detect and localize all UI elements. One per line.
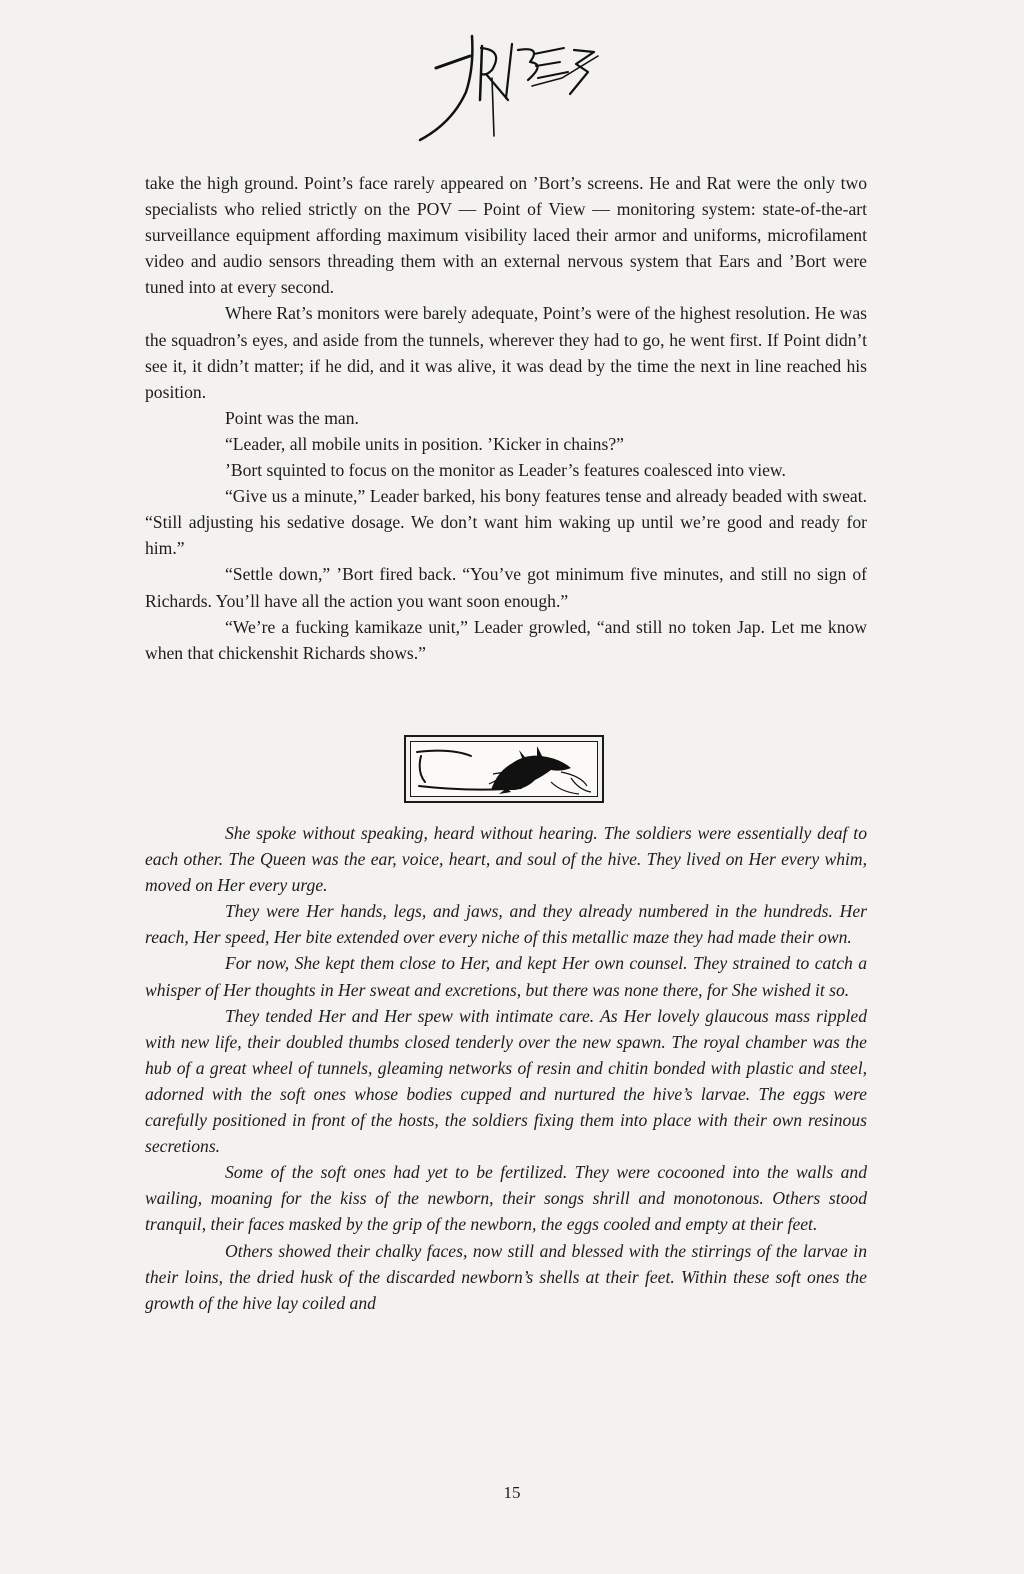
paragraph: They were Her hands, legs, and jaws, and they already numbered in the hundreds. Her reach, Her speed, Her bite extended over every niche of this metallic maze they had made their own. [145,901,867,948]
paragraph: ’Bort squinted to focus on the monitor as Leader’s features coalesced into view. [225,460,786,481]
tribes-logo [412,28,602,148]
alien-creature-icon [411,742,599,798]
paragraph: Others showed their chalky faces, now still and blessed with the stirrings of the larvae in their loins, the dried husk of the discarded newborn’s shells at their feet. Within these soft ones the growth of the hive lay coiled and [145,1240,867,1313]
paragraph: She spoke without speaking, heard without hearing. The soldiers were essentially deaf to each other. The Queen was the ear, voice, heart, and soul of the hive. They lived on Her every whim, moved on Her every urge. [145,823,867,896]
paragraph: They tended Her and Her spew with intimate care. As Her lovely glaucous mass rippled with new life, their doubled thumbs closed tenderly over the new spawn. The royal chamber was the hub of a great wheel of tunnels, gleaming networks of resin and chitin bonded with plastic and steel, adorned with the soft ones whose bodies cupped and nurtured the hive’s larvae. The eggs were carefully positioned in front of the hosts, the soldiers fixing them into place with their own resinous secretions. [145,1005,867,1157]
paragraph: take the high ground. Point’s face rarely appeared on ’Bort’s screens. He and Rat were the only two specialists who relied strictly on the POV — Point of View — monitoring system: state-of-the-art surveillance equipment affording maximum visibility laced their armor and uniforms, microfilament video and audio sensors threading them with an external nervous system that Ears and ’Bort were tuned into at every second. [145,173,867,298]
narrative-section [145,170,867,666]
paragraph: “We’re a fucking kamikaze unit,” Leader growled, “and still no token Jap. Let me know when that chickenshit Richards shows.” [145,616,867,663]
paragraph: “Give us a minute,” Leader barked, his bony features tense and already beaded with sweat. “Still adjusting his sedative dosage. We don’t want him waking up until we’re good and ready for him.” [145,486,867,559]
paragraph: “Leader, all mobile units in position. ’Kicker in chains?” [225,433,624,454]
hive-section [145,820,867,1316]
paragraph: Some of the soft ones had yet to be fertilized. They were cocooned into the walls and wailing, moaning for the kiss of the newborn, their songs shrill and monotonous. Others stood tranquil, their faces masked by the grip of the newborn, the eggs cooled and empty at their feet. [145,1162,867,1235]
section-divider-ornament [404,735,604,803]
paragraph: “Settle down,” ’Bort fired back. “You’ve got minimum five minutes, and still no sign of Richards. You’ll have all the action you want soon enough.” [145,564,867,611]
page-number: 15 [503,1483,521,1502]
logo-lettering-icon [412,28,602,148]
paragraph: For now, She kept them close to Her, and kept Her own counsel. They strained to catch a whisper of Her thoughts in Her sweat and excretions, but there was none there, for She wished it so. [145,953,867,1000]
paragraph: Where Rat’s monitors were barely adequate, Point’s were of the highest resolution. He was the squadron’s eyes, and aside from the tunnels, wherever they had to go, he went first. If Point didn’t see it, it didn’t matter; if he did, and it was alive, it was dead by the time the next in line reached his position. [145,303,867,402]
paragraph: Point was the man. [225,407,359,428]
